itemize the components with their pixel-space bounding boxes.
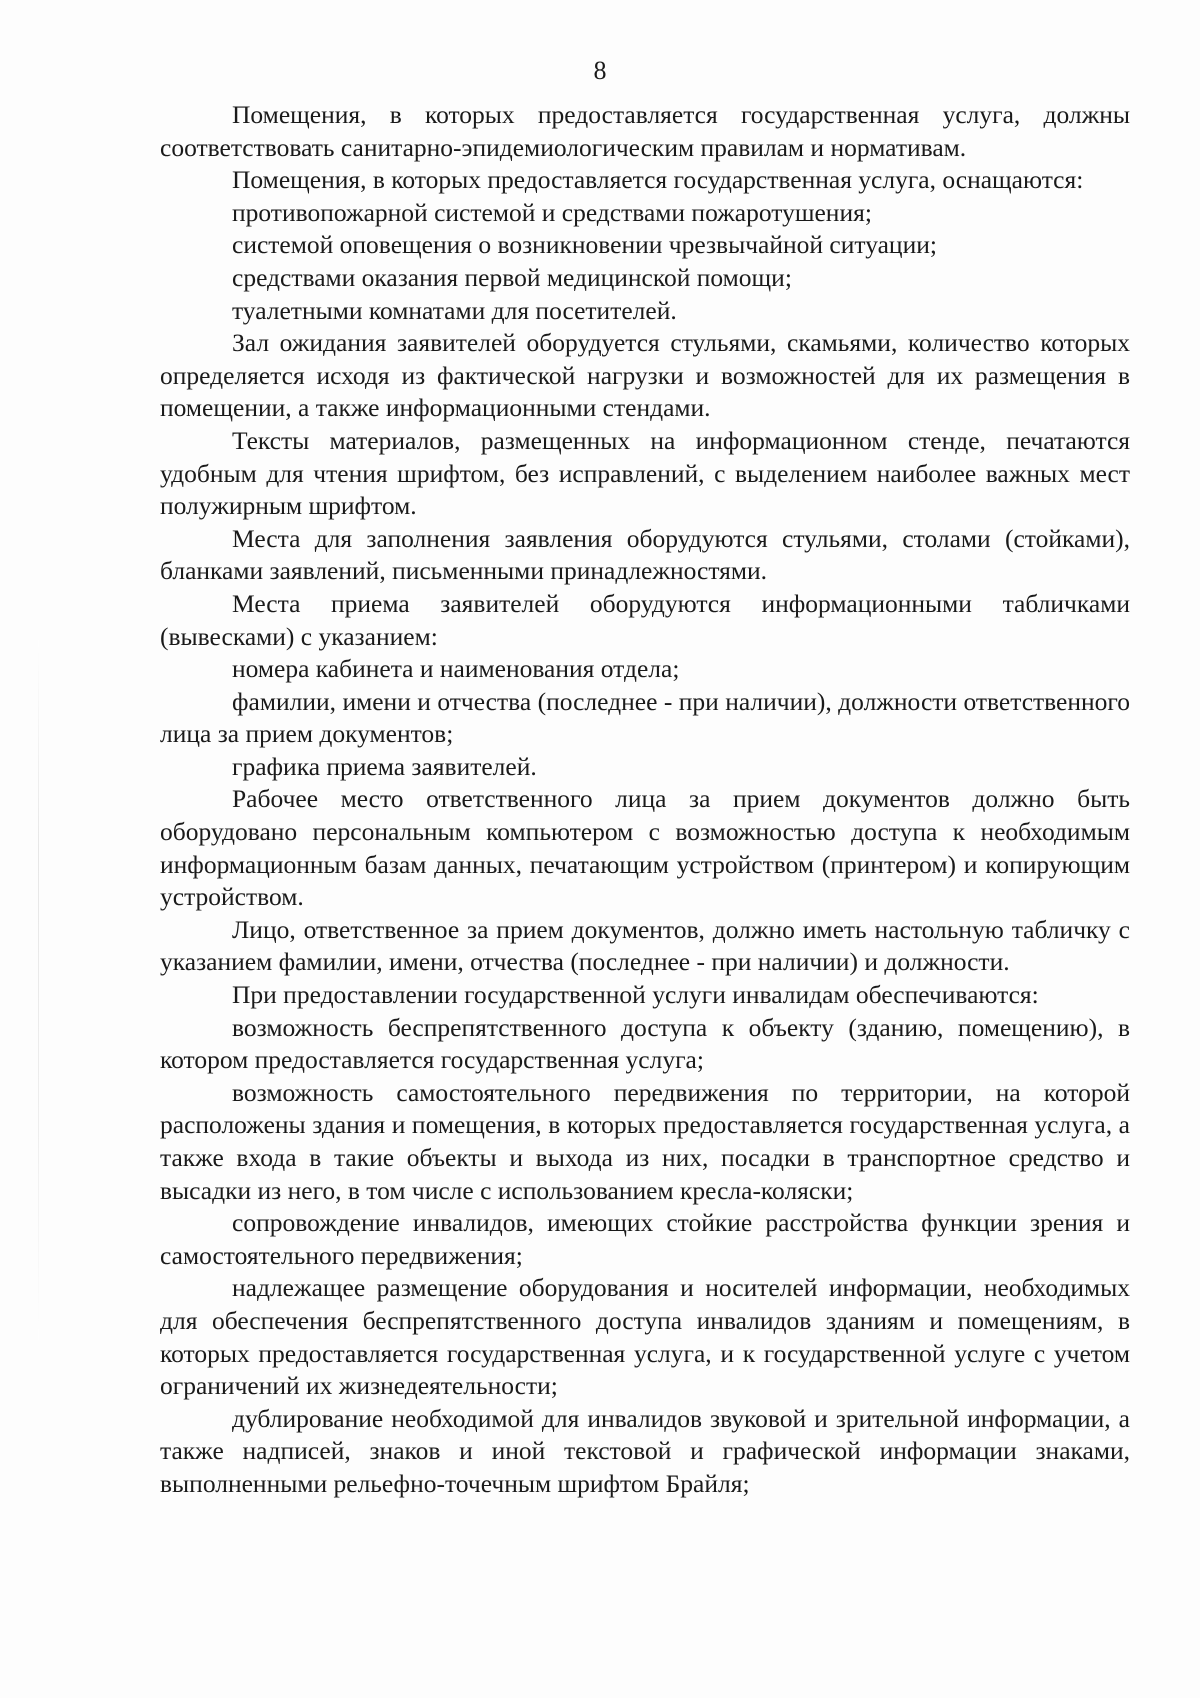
page-number: 8	[593, 56, 607, 85]
paragraph: Места для заполнения заявления оборудуются стульями, столами (стойками), бланками заявлений, письменными принадлежностями.	[160, 523, 1130, 586]
paragraph: При предоставлении государственной услуги инвалидам обеспечиваются:	[232, 980, 1039, 1010]
scan-margin-mark	[38, 640, 39, 1340]
list-item: фамилии, имени и отчества (последнее - при наличии), должности ответственного лица за прием документов;	[160, 686, 1130, 749]
list-item: сопровождение инвалидов, имеющих стойкие расстройства функции зрения и самостоятельного передвижения;	[160, 1208, 1130, 1270]
paragraph: Зал ожидания заявителей оборудуется стульями, скамьями, количество которых определяется исходя из фактической нагрузки и возможностей для их размещения в помещении, а также информационными стендами.	[160, 328, 1130, 423]
paragraph: Тексты материалов, размещенных на информационном стенде, печатаются удобным для чтения шрифтом, без исправлений, с выделением наиболее важных мест полужирным шрифтом.	[160, 425, 1130, 521]
list-item: дублирование необходимой для инвалидов звуковой и зрительной информации, а также надписей, знаков и иной текстовой и графической информации знаками, выполненными рельефно-точечным шрифтом Брайля;	[160, 1403, 1130, 1498]
paragraph: Места приема заявителей оборудуются информационными табличками (вывесками) с указанием:	[160, 588, 1130, 651]
list-item: надлежащее размещение оборудования и носителей информации, необходимых для обеспечения беспрепятственного доступа инвалидов зданиям и помещениям, в которых предоставляется государственная услуга, и к государственной услуге с учетом ограничений их жизнедеятельности;	[160, 1273, 1130, 1401]
paragraph: Лицо, ответственное за прием документов, должно иметь настольную табличку с указанием фамилии, имени, отчества (последнее - при наличии) и должности.	[160, 914, 1130, 977]
list-item: возможность беспрепятственного доступа к объекту (зданию, помещению), в котором предоставляется государственная услуга;	[160, 1012, 1130, 1075]
paragraph: Помещения, в которых предоставляется государственная услуга, оснащаются:	[232, 165, 1084, 195]
list-item: противопожарной системой и средствами пожаротушения;	[232, 197, 872, 227]
paragraph: Рабочее место ответственного лица за прием документов должно быть оборудовано персональным компьютером с возможностью доступа к необходимым информационным базам данных, печатающим устройством (принтером) и копирующим устройством.	[160, 784, 1130, 912]
list-item: возможность самостоятельного передвижения по территории, на которой расположены здания и помещения, в которых предоставляется государственная услуга, а также входа в такие объекты и выхода из них, посадки в транспортное средство и высадки из него, в том числе с использованием кресла-коляски;	[160, 1077, 1130, 1205]
list-item: средствами оказания первой медицинской помощи;	[232, 262, 792, 292]
list-item: системой оповещения о возникновении чрезвычайной ситуации;	[232, 230, 937, 260]
document-body	[160, 99, 1130, 1501]
list-item: номера кабинета и наименования отдела;	[232, 654, 680, 684]
paragraph: Помещения, в которых предоставляется государственная услуга, должны соответствовать санитарно-эпидемиологическим правилам и нормативам.	[160, 100, 1130, 162]
list-item: графика приема заявителей.	[232, 751, 537, 781]
list-item: туалетными комнатами для посетителей.	[232, 295, 677, 325]
